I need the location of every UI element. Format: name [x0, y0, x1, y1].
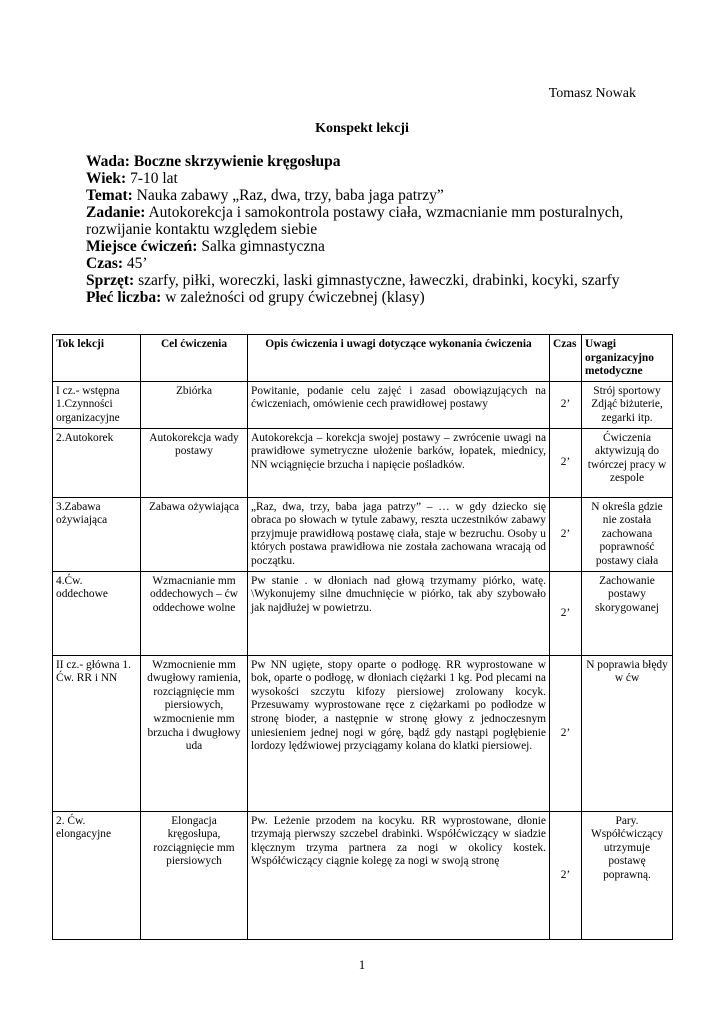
cell-tok: 2.Autokorek: [53, 428, 141, 497]
header-tok-lekcji: Tok lekcji: [53, 335, 141, 382]
table-header-row: [53, 335, 673, 382]
cell-czas: 2’: [550, 811, 582, 939]
sprzet-value: szarfy, piłki, woreczki, laski gimnastyczne, ławeczki, drabinki, kocyki, szarfy: [138, 272, 620, 289]
table-row: [53, 655, 673, 811]
cell-uwagi: N określa gdzie nie została zachowana poprawność postawy ciała: [582, 497, 673, 571]
header-opis-cwiczenia: Opis ćwiczenia i uwagi dotyczące wykonania ćwiczenia: [248, 335, 550, 382]
info-sprzet: [86, 272, 646, 289]
author-name: Tomasz Nowak: [548, 86, 636, 101]
cell-uwagi: Ćwiczenia aktywizują do twórczej pracy w zespole: [582, 428, 673, 497]
header-czas: Czas: [550, 335, 582, 382]
cell-tok: 4.Ćw. oddechowe: [53, 571, 141, 655]
cell-uwagi: Strój sportowy Zdjąć biżuterie, zegarki itp.: [582, 381, 673, 428]
cell-opis: „Raz, dwa, trzy, baba jaga patrzy” – … w gdy dziecko się obraca po słowach w tytule zabawy, reszta uczestników zabawy przyjmuje prawidłową postawę ciała, staje w bezruchu. Osoby u których postawa prawidłowa nie została zachowana wracają od początku.: [248, 497, 550, 571]
temat-value: Nauka zabawy „Raz, dwa, trzy, baba jaga patrzy”: [136, 187, 444, 204]
cell-tok: 3.Zabawa ożywiająca: [53, 497, 141, 571]
page-number: 1: [358, 957, 366, 972]
cell-uwagi: Zachowanie postawy skorygowanej: [582, 571, 673, 655]
info-temat: [86, 187, 646, 204]
table-row: [53, 428, 673, 497]
sprzet-label: Sprzęt:: [86, 272, 135, 289]
lesson-info: [86, 153, 646, 306]
table-row: [53, 811, 673, 939]
cell-czas: 2’: [550, 571, 582, 655]
info-wada: [86, 153, 646, 170]
wiek-value: 7-10 lat: [130, 170, 178, 187]
cell-czas: 2’: [550, 655, 582, 811]
cell-cel: Zbiórka: [141, 381, 248, 428]
cell-czas: 2’: [550, 428, 582, 497]
cell-uwagi: Pary. Współćwiczący utrzymuje postawę poprawną.: [582, 811, 673, 939]
czas-label: Czas:: [86, 255, 124, 272]
cell-czas: 2’: [550, 497, 582, 571]
info-zadanie: [86, 204, 646, 238]
document-title: Konspekt lekcji: [315, 121, 409, 136]
info-czas: [86, 255, 646, 272]
cell-uwagi: N poprawia błędy w ćw: [582, 655, 673, 811]
cell-tok: 2. Ćw. elongacyjne: [53, 811, 141, 939]
cell-opis: Pw stanie . w dłoniach nad głową trzymamy piórko, watę. \Wykonujemy silne dmuchnięcie w piórko, tak aby szybowało jak najdłużej w powietrzu.: [248, 571, 550, 655]
table-row: [53, 571, 673, 655]
plec-value: w zależności od grupy ćwiczebnej (klasy): [165, 289, 425, 306]
wiek-label: Wiek:: [86, 170, 127, 187]
cell-cel: Zabawa ożywiająca: [141, 497, 248, 571]
info-wiek: [86, 170, 646, 187]
cell-tok: I cz.- wstępna 1.Czynności organizacyjne: [53, 381, 141, 428]
lesson-table: [52, 334, 673, 940]
wada-value: Boczne skrzywienie kręgosłupa: [133, 153, 341, 170]
cell-cel: Wzmocnienie mm dwugłowy ramienia, rozciągnięcie mm piersiowych, wzmocnienie mm brzucha i dwugłowy uda: [141, 655, 248, 811]
zadanie-value: Autokorekcja i samokontrola postawy ciała, wzmacnianie mm posturalnych, rozwijanie kontaktu względem siebie: [86, 204, 624, 238]
cell-cel: Elongacja kręgosłupa, rozciągnięcie mm piersiowych: [141, 811, 248, 939]
cell-opis: Pw. Leżenie przodem na kocyku. RR wyprostowane, dłonie trzymają pierwszy szczebel drabinki. Współćwiczący w siadzie klęcznym trzyma partnera za nogi w okolicy kostek. Współćwiczący ciągnie kolegę za nogi w swoją stronę: [248, 811, 550, 939]
cell-opis: Autokorekcja – korekcja swojej postawy – zwrócenie uwagi na prawidłowe symetryczne ułożenie barków, łopatek, miednicy, NN wciągnięcie brzucha i napięcie pośladków.: [248, 428, 550, 497]
cell-czas: 2’: [550, 381, 582, 428]
plec-label: Płeć liczba:: [86, 289, 162, 306]
cell-tok: II cz.- główna 1. Ćw. RR i NN: [53, 655, 141, 811]
header-cel-cwiczenia: Cel ćwiczenia: [141, 335, 248, 382]
miejsce-label: Miejsce ćwiczeń:: [86, 238, 198, 255]
temat-label: Temat:: [86, 187, 133, 204]
cell-opis: Pw NN ugięte, stopy oparte o podłogę. RR wyprostowane w bok, oparte o podłogę, w dłoniach ciężarki 1 kg. Pod plecami na wysokości szczytu kifozy piersiowej zrolowany kocyk. Przesuwamy wyprostowane ręce z ciężarkami po podłodze w stronę bioder, a następnie w stronę głowy z jednoczesnym uniesieniem jednej nogi w górę, bądź gdy nastąpi pogłębienie lordozy lędźwiowej przyciągamy kolana do klatki piersiowej.: [248, 655, 550, 811]
cell-cel: Autokorekcja wady postawy: [141, 428, 248, 497]
czas-value: 45’: [126, 255, 148, 272]
info-plec: [86, 289, 646, 306]
cell-opis: Powitanie, podanie celu zajęć i zasad obowiązujących na ćwiczeniach, omówienie cech prawidłowej postawy: [248, 381, 550, 428]
cell-cel: Wzmacnianie mm oddechowych – ćw oddechowe wolne: [141, 571, 248, 655]
wada-label: Wada:: [86, 153, 130, 170]
info-miejsce: [86, 238, 646, 255]
table-row: [53, 497, 673, 571]
table-row: [53, 381, 673, 428]
header-uwagi: Uwagi organizacyjno metodyczne: [582, 335, 673, 382]
zadanie-label: Zadanie:: [86, 204, 146, 221]
miejsce-value: Salka gimnastyczna: [201, 238, 325, 255]
